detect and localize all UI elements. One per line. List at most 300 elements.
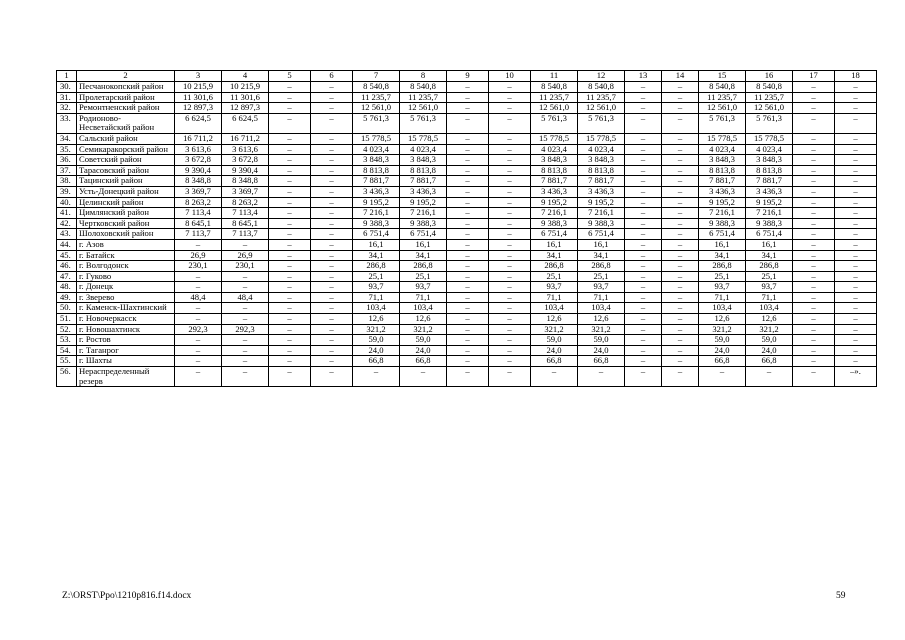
value-cell: 9 388,3	[578, 218, 625, 229]
value-cell: 24,0	[699, 345, 746, 356]
value-cell: 9 388,3	[699, 218, 746, 229]
value-cell: –	[835, 144, 877, 155]
value-cell: 103,4	[531, 303, 578, 314]
value-cell: –	[625, 345, 662, 356]
row-number: 50.	[57, 303, 77, 314]
value-cell: –	[269, 218, 311, 229]
district-name: г. Гуково	[77, 271, 175, 282]
value-cell: –	[531, 367, 578, 387]
value-cell: –	[625, 271, 662, 282]
value-cell: 8 540,8	[400, 82, 447, 93]
value-cell: –	[447, 82, 489, 93]
value-cell: –	[489, 345, 531, 356]
value-cell: –	[447, 218, 489, 229]
value-cell: –	[175, 335, 222, 346]
value-cell: –	[625, 186, 662, 197]
value-cell: 59,0	[746, 335, 793, 346]
value-cell: 93,7	[578, 282, 625, 293]
value-cell: –	[222, 271, 269, 282]
value-cell: –	[746, 367, 793, 387]
value-cell: 7 113,7	[222, 229, 269, 240]
value-cell: –	[625, 239, 662, 250]
value-cell: –	[793, 144, 835, 155]
value-cell: –	[625, 324, 662, 335]
value-cell: –	[269, 250, 311, 261]
column-number: 16	[746, 71, 793, 82]
value-cell: 9 195,2	[746, 197, 793, 208]
table-row	[57, 324, 877, 335]
value-cell: –	[311, 292, 353, 303]
value-cell: 9 388,3	[353, 218, 400, 229]
value-cell: 7 113,4	[175, 208, 222, 219]
row-number: 37.	[57, 165, 77, 176]
table-row	[57, 144, 877, 155]
value-cell: 3 436,3	[746, 186, 793, 197]
value-cell: 8 813,8	[531, 165, 578, 176]
column-number: 8	[400, 71, 447, 82]
value-cell: 286,8	[746, 261, 793, 272]
value-cell: –	[793, 176, 835, 187]
value-cell: –	[447, 155, 489, 166]
value-cell: 12,6	[699, 314, 746, 325]
row-number: 43.	[57, 229, 77, 240]
value-cell: –	[793, 113, 835, 133]
value-cell: 103,4	[400, 303, 447, 314]
value-cell: 3 436,3	[578, 186, 625, 197]
row-number: 44.	[57, 239, 77, 250]
value-cell: –	[222, 367, 269, 387]
value-cell: –	[311, 113, 353, 133]
value-cell: 3 369,7	[175, 186, 222, 197]
value-cell: –	[835, 208, 877, 219]
value-cell: 8 540,8	[746, 82, 793, 93]
column-number: 6	[311, 71, 353, 82]
value-cell: –	[835, 239, 877, 250]
value-cell: 71,1	[746, 292, 793, 303]
column-number: 17	[793, 71, 835, 82]
value-cell: 59,0	[400, 335, 447, 346]
value-cell: 321,2	[578, 324, 625, 335]
value-cell: –	[447, 367, 489, 387]
value-cell: –	[269, 324, 311, 335]
value-cell: 5 761,3	[699, 113, 746, 133]
value-cell: –	[835, 103, 877, 114]
value-cell: 321,2	[353, 324, 400, 335]
district-name: Чертковский район	[77, 218, 175, 229]
table-row	[57, 208, 877, 219]
value-cell: 24,0	[746, 345, 793, 356]
value-cell: 24,0	[400, 345, 447, 356]
value-cell: 3 369,7	[222, 186, 269, 197]
value-cell: 9 388,3	[400, 218, 447, 229]
value-cell: 59,0	[353, 335, 400, 346]
value-cell: –	[662, 82, 699, 93]
value-cell: –	[447, 303, 489, 314]
value-cell: –	[447, 239, 489, 250]
value-cell: –	[662, 113, 699, 133]
value-cell: 34,1	[578, 250, 625, 261]
value-cell: 286,8	[531, 261, 578, 272]
value-cell: 286,8	[699, 261, 746, 272]
value-cell: –	[835, 92, 877, 103]
value-cell: 25,1	[353, 271, 400, 282]
district-name: Родионово-Несветайский район	[77, 113, 175, 133]
value-cell: 71,1	[531, 292, 578, 303]
value-cell: –	[447, 324, 489, 335]
value-cell: –	[793, 155, 835, 166]
value-cell: –	[269, 113, 311, 133]
value-cell: –	[175, 239, 222, 250]
value-cell: 7 113,7	[175, 229, 222, 240]
district-name: г. Донецк	[77, 282, 175, 293]
value-cell: 4 023,4	[400, 144, 447, 155]
value-cell: –	[222, 335, 269, 346]
value-cell: –	[835, 314, 877, 325]
value-cell: –	[447, 165, 489, 176]
value-cell: –	[625, 82, 662, 93]
value-cell: –	[662, 176, 699, 187]
value-cell: –	[578, 367, 625, 387]
value-cell: 12,6	[353, 314, 400, 325]
district-name: Советский район	[77, 155, 175, 166]
value-cell: 12,6	[400, 314, 447, 325]
table-row	[57, 218, 877, 229]
value-cell: –	[625, 303, 662, 314]
value-cell: 8 348,8	[175, 176, 222, 187]
value-cell: –	[489, 155, 531, 166]
value-cell: –	[447, 103, 489, 114]
value-cell: 3 613,6	[222, 144, 269, 155]
value-cell: –	[625, 103, 662, 114]
value-cell: 8 540,8	[578, 82, 625, 93]
value-cell: –	[835, 356, 877, 367]
value-cell: 34,1	[746, 250, 793, 261]
value-cell: 11 235,7	[531, 92, 578, 103]
value-cell: 7 113,4	[222, 208, 269, 219]
value-cell: –	[662, 229, 699, 240]
value-cell: 34,1	[531, 250, 578, 261]
value-cell: –	[835, 186, 877, 197]
value-cell: –	[489, 314, 531, 325]
value-cell: 230,1	[175, 261, 222, 272]
table-row	[57, 314, 877, 325]
value-cell: –	[625, 261, 662, 272]
value-cell: –	[269, 92, 311, 103]
value-cell: 3 613,6	[175, 144, 222, 155]
value-cell: –	[269, 303, 311, 314]
value-cell: –	[489, 239, 531, 250]
value-cell: 5 761,3	[353, 113, 400, 133]
value-cell: –	[447, 292, 489, 303]
row-number: 48.	[57, 282, 77, 293]
district-name: г. Ростов	[77, 335, 175, 346]
value-cell: –	[269, 314, 311, 325]
table-row	[57, 176, 877, 187]
value-cell: –	[269, 155, 311, 166]
value-cell: 8 645,1	[222, 218, 269, 229]
value-cell: 286,8	[400, 261, 447, 272]
row-number: 54.	[57, 345, 77, 356]
value-cell: 26,9	[175, 250, 222, 261]
value-cell: –	[793, 165, 835, 176]
value-cell: 15 778,5	[400, 133, 447, 144]
row-number: 38.	[57, 176, 77, 187]
column-number: 18	[835, 71, 877, 82]
row-number: 45.	[57, 250, 77, 261]
table-row	[57, 261, 877, 272]
value-cell: 3 848,3	[578, 155, 625, 166]
value-cell: 7 216,1	[578, 208, 625, 219]
value-cell: 5 761,3	[400, 113, 447, 133]
value-cell: 4 023,4	[699, 144, 746, 155]
value-cell: –	[835, 155, 877, 166]
value-cell: 8 540,8	[353, 82, 400, 93]
value-cell: –	[793, 303, 835, 314]
value-cell: –	[662, 292, 699, 303]
table-row	[57, 82, 877, 93]
value-cell: 7 881,7	[578, 176, 625, 187]
value-cell: –	[793, 324, 835, 335]
value-cell: –	[793, 218, 835, 229]
value-cell: 11 235,7	[578, 92, 625, 103]
value-cell: 15 778,5	[578, 133, 625, 144]
district-name: г. Каменск-Шахтинский	[77, 303, 175, 314]
table-row	[57, 133, 877, 144]
value-cell: 103,4	[353, 303, 400, 314]
value-cell: –	[311, 303, 353, 314]
value-cell: –	[662, 367, 699, 387]
value-cell: –	[269, 186, 311, 197]
value-cell: –	[793, 335, 835, 346]
value-cell: 6 751,4	[578, 229, 625, 240]
table-row	[57, 197, 877, 208]
value-cell: 66,8	[400, 356, 447, 367]
value-cell: –	[662, 345, 699, 356]
row-number: 36.	[57, 155, 77, 166]
value-cell: –	[489, 197, 531, 208]
value-cell: –	[222, 282, 269, 293]
value-cell: –	[625, 282, 662, 293]
value-cell: 8 263,2	[222, 197, 269, 208]
value-cell: –	[447, 261, 489, 272]
column-number: 14	[662, 71, 699, 82]
value-cell: –	[835, 218, 877, 229]
value-cell: 16,1	[531, 239, 578, 250]
value-cell: –	[793, 261, 835, 272]
value-cell: 66,8	[578, 356, 625, 367]
value-cell: 16,1	[699, 239, 746, 250]
value-cell: –	[447, 113, 489, 133]
value-cell: –	[793, 82, 835, 93]
value-cell: –	[269, 208, 311, 219]
column-number: 3	[175, 71, 222, 82]
value-cell: –	[311, 186, 353, 197]
page-number: 59	[836, 591, 846, 601]
value-cell: 12 561,0	[578, 103, 625, 114]
value-cell: –	[311, 197, 353, 208]
value-cell: 6 751,4	[353, 229, 400, 240]
value-cell: 11 235,7	[400, 92, 447, 103]
value-cell: 3 436,3	[353, 186, 400, 197]
value-cell: –	[311, 92, 353, 103]
value-cell: –	[269, 261, 311, 272]
row-number: 53.	[57, 335, 77, 346]
value-cell: 8 813,8	[746, 165, 793, 176]
value-cell: –	[835, 197, 877, 208]
value-cell: –	[625, 92, 662, 103]
value-cell: –	[269, 356, 311, 367]
value-cell: 3 848,3	[531, 155, 578, 166]
value-cell: 71,1	[699, 292, 746, 303]
value-cell: –	[835, 345, 877, 356]
value-cell: –	[269, 176, 311, 187]
value-cell: –	[489, 335, 531, 346]
value-cell: 8 540,8	[531, 82, 578, 93]
value-cell: 16 711,2	[222, 133, 269, 144]
value-cell: –	[793, 271, 835, 282]
table-row	[57, 292, 877, 303]
value-cell: 9 390,4	[175, 165, 222, 176]
value-cell: –	[175, 356, 222, 367]
value-cell: –	[311, 208, 353, 219]
value-cell: –	[447, 282, 489, 293]
value-cell: –	[311, 229, 353, 240]
value-cell: –	[269, 271, 311, 282]
value-cell: 12 561,0	[400, 103, 447, 114]
value-cell: 8 813,8	[353, 165, 400, 176]
row-number: 46.	[57, 261, 77, 272]
value-cell: –	[489, 367, 531, 387]
value-cell: –	[793, 239, 835, 250]
row-number: 35.	[57, 144, 77, 155]
value-cell: 93,7	[353, 282, 400, 293]
value-cell: –	[625, 197, 662, 208]
value-cell: –	[311, 367, 353, 387]
value-cell: 24,0	[531, 345, 578, 356]
value-cell: 16,1	[353, 239, 400, 250]
value-cell: –	[489, 324, 531, 335]
value-cell: 5 761,3	[746, 113, 793, 133]
value-cell: 25,1	[699, 271, 746, 282]
district-name: г. Шахты	[77, 356, 175, 367]
value-cell: 7 216,1	[531, 208, 578, 219]
district-name: Ремонтненский район	[77, 103, 175, 114]
value-cell: –	[311, 218, 353, 229]
value-cell: –	[269, 345, 311, 356]
data-table	[56, 70, 877, 387]
value-cell: 66,8	[531, 356, 578, 367]
value-cell: –	[835, 292, 877, 303]
value-cell: 103,4	[699, 303, 746, 314]
value-cell: –	[311, 176, 353, 187]
value-cell: 11 235,7	[699, 92, 746, 103]
district-name: г. Азов	[77, 239, 175, 250]
value-cell: –	[662, 324, 699, 335]
value-cell: –	[311, 144, 353, 155]
value-cell: –	[269, 165, 311, 176]
value-cell: 16,1	[746, 239, 793, 250]
value-cell: –	[662, 186, 699, 197]
value-cell: 4 023,4	[746, 144, 793, 155]
file-path: Z:\ORST\Ppo\1210p816.f14.docx	[62, 591, 192, 601]
value-cell: 321,2	[531, 324, 578, 335]
row-number: 31.	[57, 92, 77, 103]
table-row	[57, 303, 877, 314]
value-cell: –	[793, 208, 835, 219]
column-number: 13	[625, 71, 662, 82]
value-cell: 48,4	[222, 292, 269, 303]
value-cell: –	[662, 92, 699, 103]
value-cell: –	[662, 103, 699, 114]
column-number: 7	[353, 71, 400, 82]
table-row	[57, 165, 877, 176]
value-cell: –	[835, 271, 877, 282]
value-cell: –	[662, 165, 699, 176]
value-cell: –	[489, 92, 531, 103]
district-name: Песчанокопский район	[77, 82, 175, 93]
column-number: 11	[531, 71, 578, 82]
value-cell: –	[793, 292, 835, 303]
row-number: 52.	[57, 324, 77, 335]
value-cell: 8 348,8	[222, 176, 269, 187]
value-cell: 93,7	[531, 282, 578, 293]
value-cell: –	[625, 155, 662, 166]
value-cell: –	[625, 356, 662, 367]
table-row	[57, 356, 877, 367]
value-cell: –	[793, 103, 835, 114]
value-cell: 8 645,1	[175, 218, 222, 229]
value-cell: 3 848,3	[699, 155, 746, 166]
value-cell: –	[311, 335, 353, 346]
row-number: 42.	[57, 218, 77, 229]
value-cell: –	[489, 250, 531, 261]
district-name: Целинский район	[77, 197, 175, 208]
district-name: Цимлянский район	[77, 208, 175, 219]
value-cell: –	[269, 103, 311, 114]
value-cell: –	[489, 144, 531, 155]
value-cell: 12 561,0	[531, 103, 578, 114]
row-number: 32.	[57, 103, 77, 114]
value-cell: –	[793, 356, 835, 367]
value-cell: 66,8	[746, 356, 793, 367]
row-number: 47.	[57, 271, 77, 282]
value-cell: –	[311, 314, 353, 325]
value-cell: 321,2	[699, 324, 746, 335]
value-cell: –	[835, 176, 877, 187]
value-cell: –	[625, 335, 662, 346]
value-cell: 15 778,5	[531, 133, 578, 144]
value-cell: –	[625, 250, 662, 261]
value-cell: 12 561,0	[746, 103, 793, 114]
row-number: 49.	[57, 292, 77, 303]
column-number: 9	[447, 71, 489, 82]
value-cell: –	[175, 314, 222, 325]
value-cell: 7 216,1	[353, 208, 400, 219]
row-number: 56.	[57, 367, 77, 387]
district-name: г. Волгодонск	[77, 261, 175, 272]
value-cell: 9 195,2	[353, 197, 400, 208]
value-cell: –	[699, 367, 746, 387]
district-name: Сальский район	[77, 133, 175, 144]
value-cell: 3 848,3	[746, 155, 793, 166]
value-cell: 9 195,2	[531, 197, 578, 208]
value-cell: 9 388,3	[531, 218, 578, 229]
value-cell: 8 813,8	[578, 165, 625, 176]
value-cell: –	[311, 239, 353, 250]
value-cell: –	[489, 261, 531, 272]
value-cell: 286,8	[353, 261, 400, 272]
value-cell: 9 388,3	[746, 218, 793, 229]
